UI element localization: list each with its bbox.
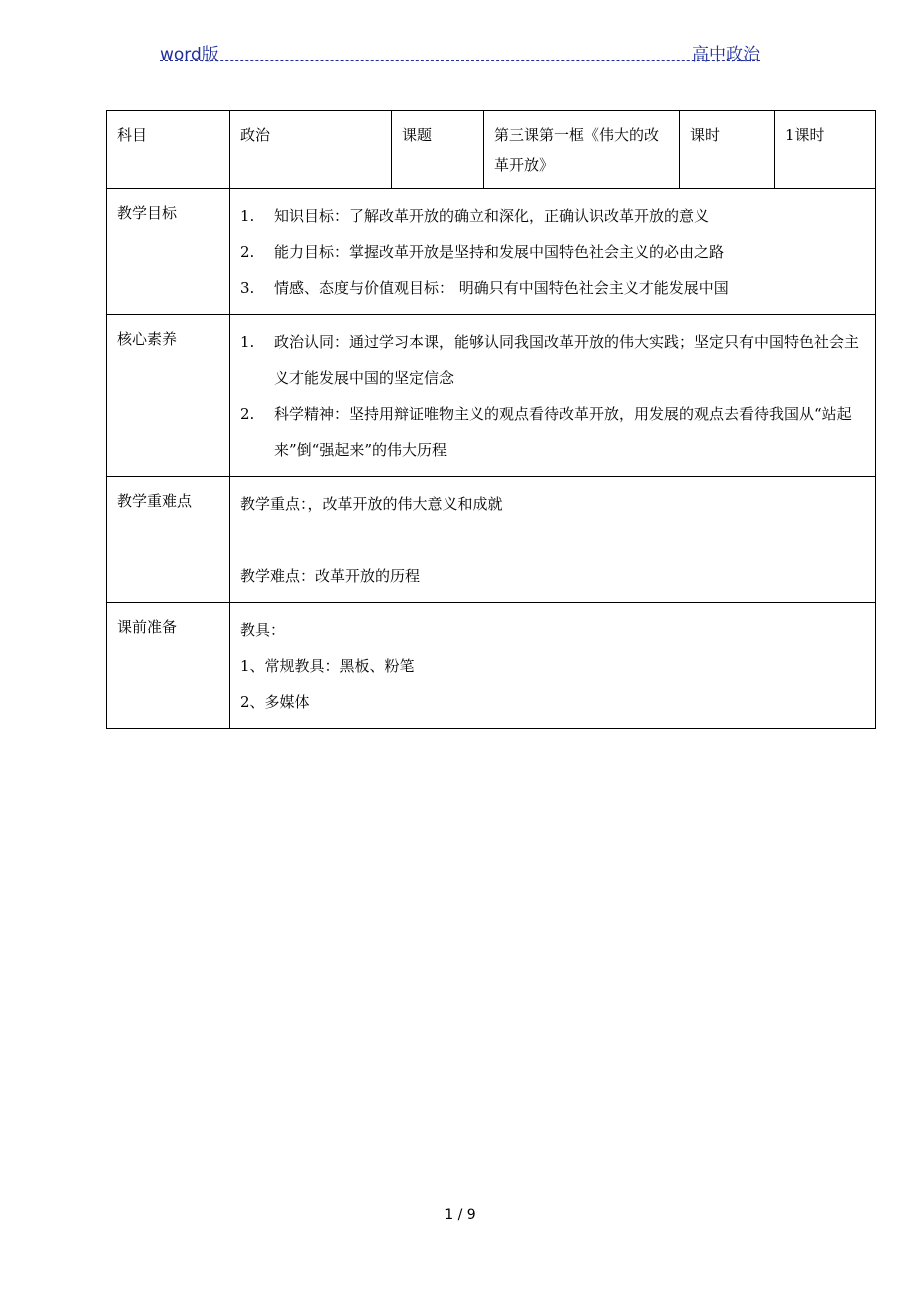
list-item (240, 198, 866, 234)
list-item (240, 234, 866, 270)
list-number: 2. (240, 405, 255, 423)
list-text: 情感、态度与价值观目标： 明确只有中国特色社会主义才能发展中国 (274, 279, 729, 297)
header-right-text: 高中政治 (692, 45, 760, 65)
hours-value: 1课时 (775, 111, 876, 189)
list-number: 1. (240, 207, 255, 225)
table-row-literacy (107, 315, 876, 477)
list-text: 科学精神：坚持用辩证唯物主义的观点看待改革开放，用发展的观点去看待我国从“站起来”倒“强起来”的伟大历程 (274, 405, 852, 459)
table-row-objectives (107, 189, 876, 315)
key-point-text: 教学重点：，改革开放的伟大意义和成就 (240, 495, 503, 513)
list-text: 能力目标：掌握改革开放是坚持和发展中国特色社会主义的必由之路 (274, 243, 725, 261)
table-row-key-points (107, 477, 876, 603)
literacy-content (230, 315, 876, 477)
literacy-label: 核心素养 (107, 315, 230, 477)
topic-value: 第三课第一框《伟大的改革开放》 (484, 111, 680, 189)
list-item (240, 270, 866, 306)
preparation-line: 2、多媒体 (240, 693, 310, 711)
key-points-content (230, 477, 876, 603)
list-text: 知识目标：了解改革开放的确立和深化，正确认识改革开放的意义 (274, 207, 710, 225)
list-number: 1. (240, 333, 255, 351)
difficult-point-text: 教学难点：改革开放的历程 (240, 567, 421, 585)
hours-label: 课时 (680, 111, 775, 189)
key-points-label: 教学重难点 (107, 477, 230, 603)
spacer (240, 522, 866, 558)
header-left-text: word版 (160, 45, 219, 65)
list-number: 3. (240, 279, 255, 297)
preparation-label: 课前准备 (107, 603, 230, 729)
list-item (240, 396, 866, 468)
page-number: 1 / 9 (444, 1207, 476, 1223)
subject-label: 科目 (107, 111, 230, 189)
objectives-label: 教学目标 (107, 189, 230, 315)
topic-label: 课题 (392, 111, 484, 189)
subject-value: 政治 (230, 111, 392, 189)
page-header (160, 40, 760, 65)
header-rule (160, 60, 760, 61)
table-row-meta (107, 111, 876, 189)
preparation-line: 教具： (240, 621, 286, 639)
lesson-plan-table (106, 110, 876, 729)
list-number: 2. (240, 243, 255, 261)
preparation-line: 1、常规教具：黑板、粉笔 (240, 657, 415, 675)
preparation-content (230, 603, 876, 729)
list-text: 政治认同：通过学习本课，能够认同我国改革开放的伟大实践；坚定只有中国特色社会主义才能发展中国的坚定信念 (274, 333, 860, 387)
objectives-content (230, 189, 876, 315)
list-item (240, 324, 866, 396)
table-row-preparation (107, 603, 876, 729)
